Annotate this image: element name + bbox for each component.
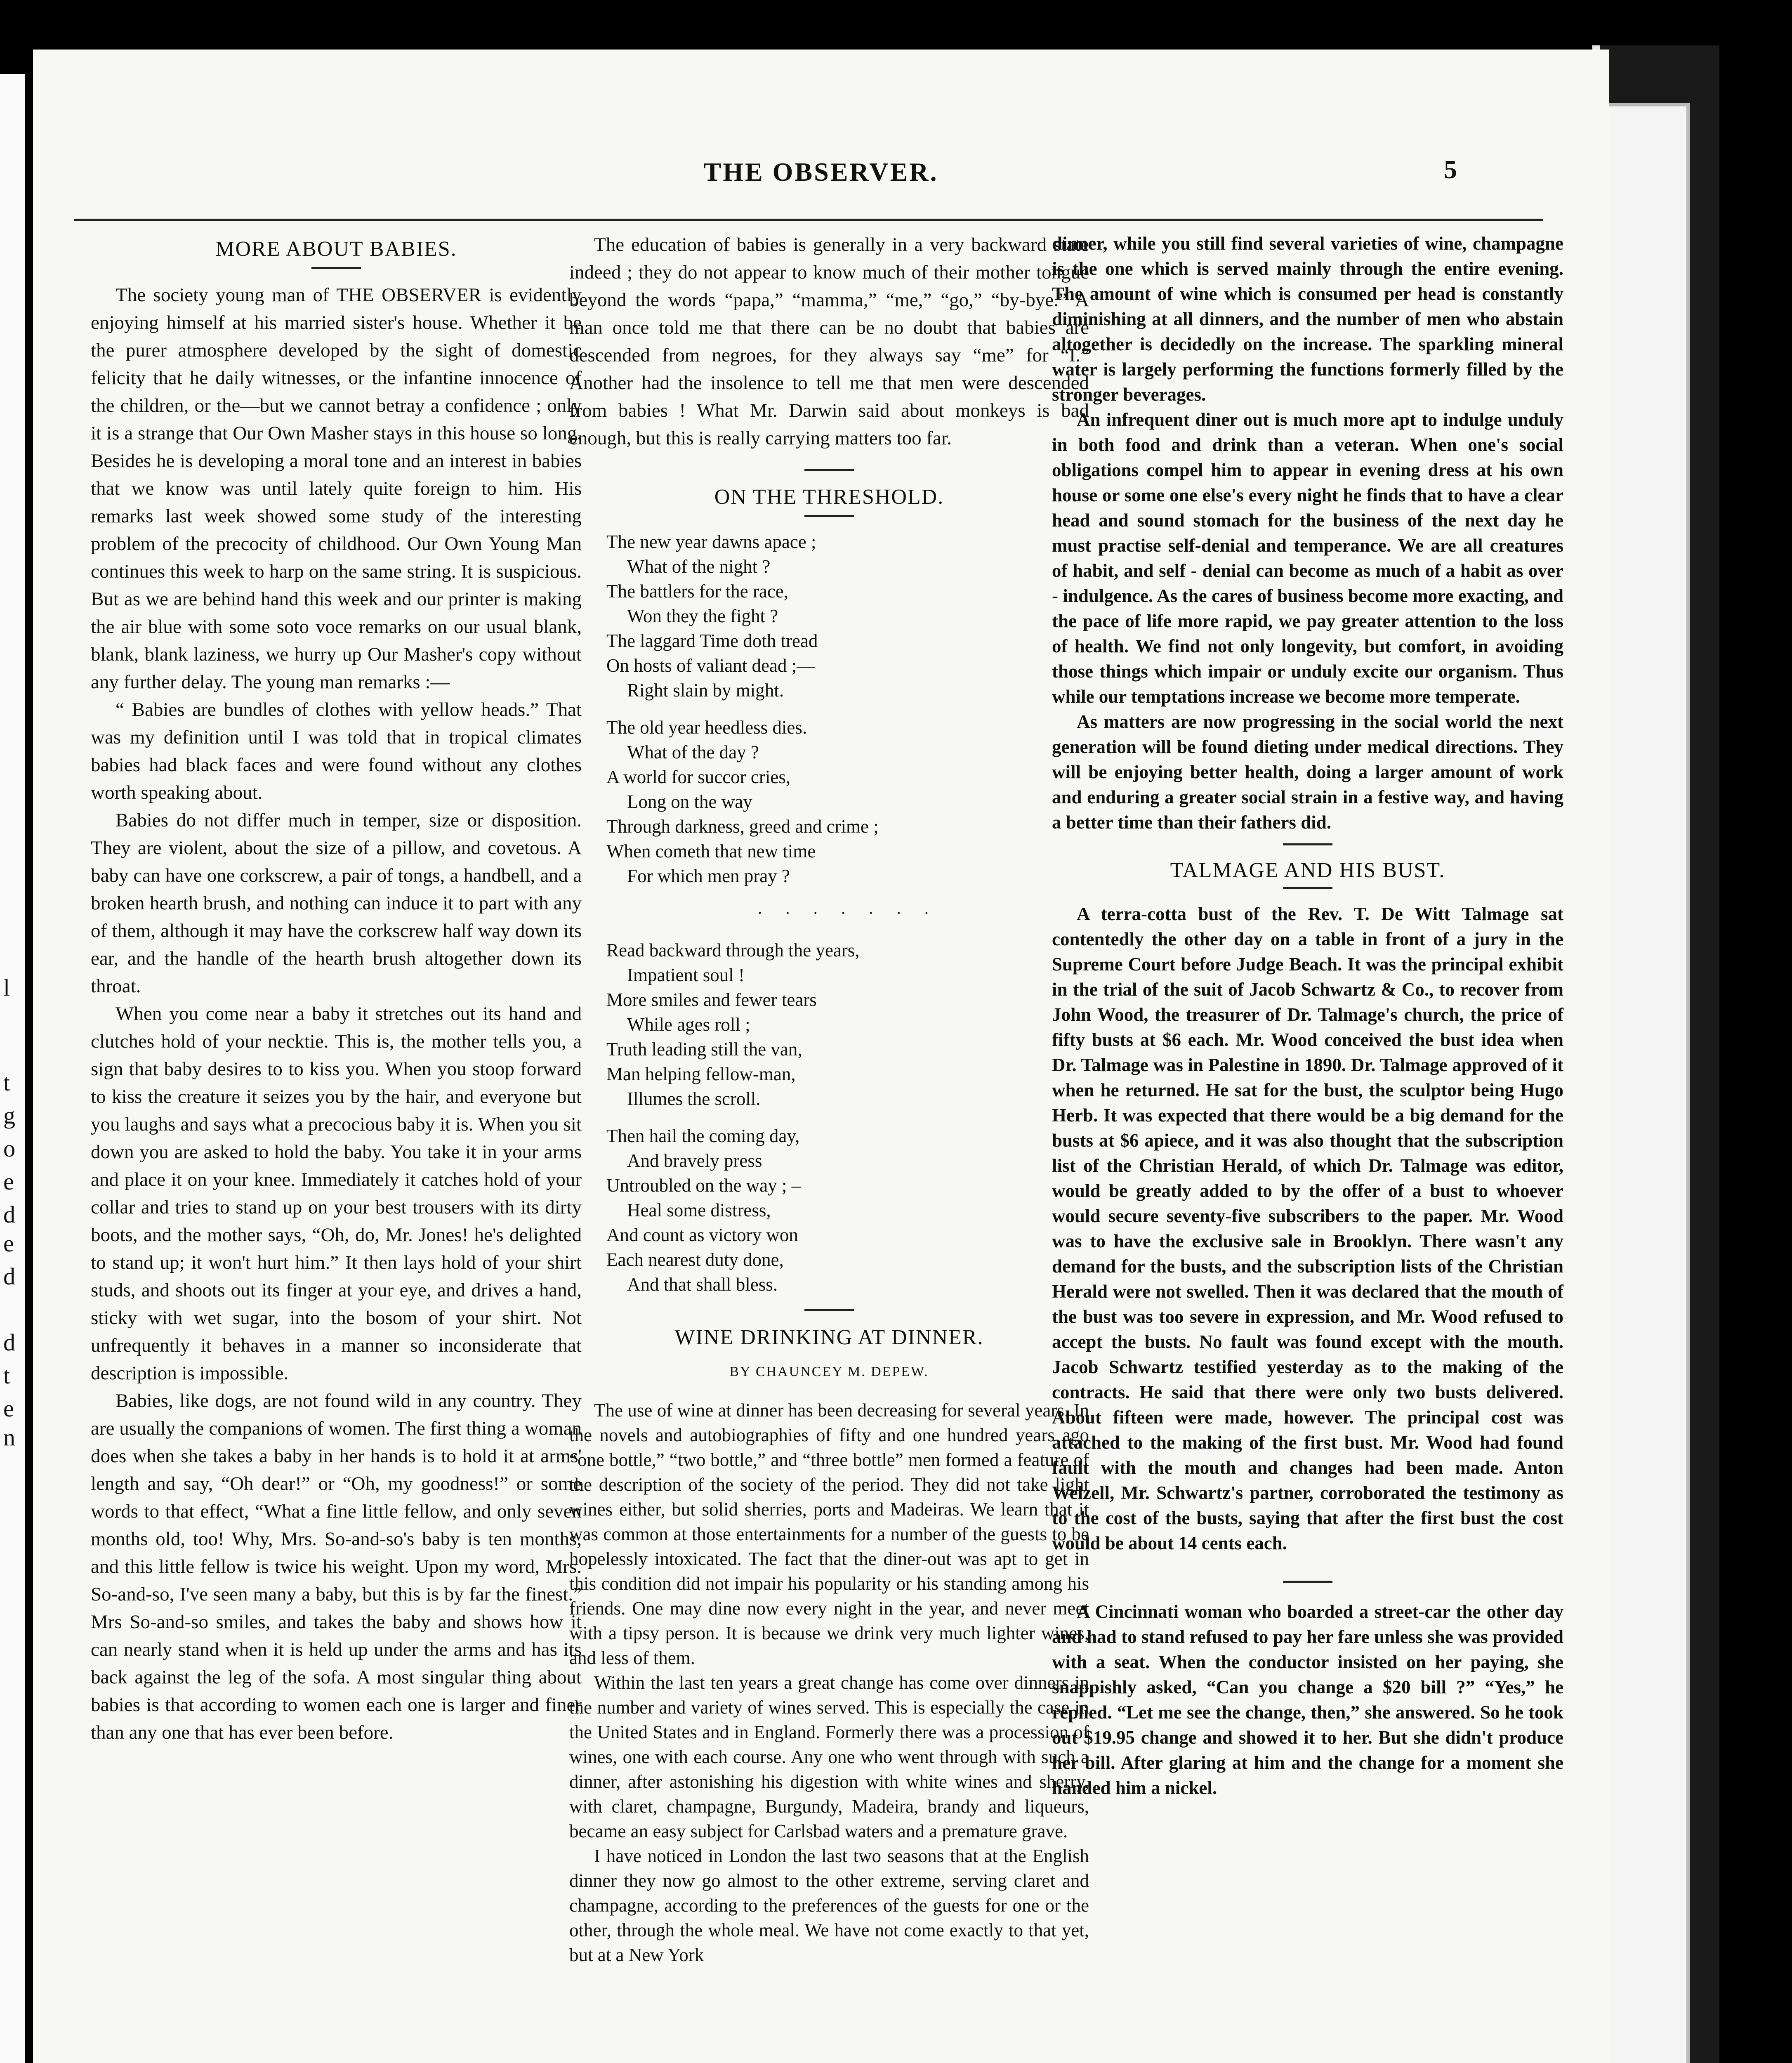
poem-line: Then hail the coming day, xyxy=(606,1126,800,1146)
paragraph: A Cincinnati woman who boarded a street-car the other day and had to stand refused to pay her fare unless she was provided with a seat. When the conductor insisted on her paying, she snappishly asked, “Can you change a $20 bill ?” “Yes,” he replied. “Let me see the change, then,” she answered. So he took out $19.95 change and showed it to her. But she didn't produce her bill. After glaring at him and the change for a moment she handed him a nickel. xyxy=(1052,1601,1563,1798)
poem-stanza xyxy=(606,529,1089,703)
paragraph: A terra-cotta bust of the Rev. T. De Witt Talmage sat contentedly the other day on a table in front of a jury in the Supreme Court before Judge Beach. It was the principal exhibit in the trial of the suit of Jacob Schwartz & Co., to recover from John Wood, the treasurer of Dr. Talmage's church, the price of fifty busts at $6 each. Mr. Wood conceived the bust idea when Dr. Talmage was in Palestine in 1890. Dr. Talmage approved of it when he returned. He sat for the bust, the sculptor being Hugo Herb. It was expected that there would be a big demand for the busts at $6 apiece, and it was also thought that the subscription list of the Christian Herald, of which Dr. Talmage was editor, would be greatly added to by the offer of a bust to whoever would secure seventy-five subscribers to the paper. Mr. Wood was to have the exclusive sale in Brooklyn. There wasn't any demand for the busts, and the subscription lists of the Christian Herald were not swelled. Then it was declared that the mouth of the bust was too severe in expression, and Mr. Wood refused to accept the busts. No fault was found except with the mouth. Jacob Schwartz testified yesterday as to the making of the contracts. He said that there were only two busts delivered. About fifteen were made, however. The principal cost was attached to the making of the first bust. Mr. Wood had found fault with the mouth and changes had been made. Anton Welzell, Mr. Schwartz's partner, corroborated the testimony as to the cost of the busts, saying that after the first bust the cost would be about 14 cents each. xyxy=(1052,904,1563,1553)
poem-line: Read backward through the years, xyxy=(606,940,860,961)
article-heading-wine: WINE DRINKING AT DINNER. xyxy=(674,1326,984,1349)
paragraph: The education of babies is generally in a very backward state indeed ; they do not appear to know much of their mother tongue beyond the words “papa,” “mamma,” “me,” “go,” “by-bye.” A man once told me that there can be no doubt that babies are descended from negroes, for they always say “me” for “I.” Another had the insolence to tell me that men were descended from babies ! What Mr. Darwin said about monkeys is bad enough, but this is really carrying matters too far. xyxy=(569,234,1089,449)
poem-stanza xyxy=(606,1124,1089,1297)
poem-line: Untroubled on the way ; – xyxy=(606,1175,801,1196)
poem-stanza xyxy=(606,715,1089,888)
poem-line: On hosts of valiant dead ;— xyxy=(606,655,816,676)
margin-letter: t xyxy=(3,1362,10,1389)
paragraph: When you come near a baby it stretches out its hand and clutches hold of your necktie. This is, the mother tells you, a sign that baby desires to to kiss you. When you stoop forward to kiss the creature it seizes you by the hair, and everyone but you laughs and says what a precocious baby it is. When you sit down you are asked to hold the baby. You take it in your arms and place it on your knee. Immediately it catches hold of your collar and tries to stand up on your best trousers with its dirty boots, and the mother says, “Oh, do, Mr. Jones! he's delighted to stand up; it won't hurt him.” It then lays hold of your shirt studs, and shoots out its finger at your eye, and drives a hand, sticky with wet sugar, into the bosom of your shirt. Not unfrequently it behaves in a manner so inconsiderate that description is impossible. xyxy=(91,1003,582,1384)
poem-line: While ages roll ; xyxy=(627,1014,750,1035)
section-rule xyxy=(1283,1581,1332,1583)
poem-line: Illumes the scroll. xyxy=(627,1088,761,1109)
margin-letter: e xyxy=(3,1168,14,1195)
poem-line: More smiles and fewer tears xyxy=(606,989,817,1010)
streetcar-item xyxy=(1052,1599,1563,1801)
margin-letter: l xyxy=(3,974,10,1001)
poem-line: Long on the way xyxy=(627,791,752,812)
poem-line: Right slain by might. xyxy=(627,680,784,701)
margin-letter: n xyxy=(3,1424,15,1451)
column-3 xyxy=(1052,231,1563,1801)
margin-letter: e xyxy=(3,1395,14,1422)
paragraph: I have noticed in London the last two seasons that at the English dinner they now go almost to the other extreme, serving claret and champagne, according to the preferences of the guests for one or the other, through the whole meal. We have not come exactly to that yet, but at a New York xyxy=(569,1846,1089,1965)
poem-line: Heal some distress, xyxy=(627,1200,771,1220)
paragraph: As matters are now progressing in the social world the next generation will be found dieting under medical directions. They will be enjoying better health, doing a larger amount of work and enduring a greater social strain in a festive way, and having a better time than their fathers did. xyxy=(1052,711,1563,833)
poem-line: The new year dawns apace ; xyxy=(606,531,816,552)
poem-line: What of the day ? xyxy=(627,742,759,762)
poem-line: Impatient soul ! xyxy=(627,965,745,985)
poem-stanza xyxy=(606,938,1089,1111)
paragraph: The society young man of THE OBSERVER is evidently enjoying himself at his married sister's house. Whether it be the purer atmosphere developed by the sight of domestic felicity that he daily witnesses, or the infantine innocence of the children, or the—but we cannot betray a confidence ; only it is a strange that Our Own Masher stays in this house so long. Besides he is developing a moral tone and an interest in babies that we know was until lately quite foreign to him. His remarks last week showed some study of the interesting problem of the precocity of childhood. Our Own Young Man continues this week to harp on the same string. It is suspicious. But as we are behind hand this week and our printer is making the air blue with some soto voce remarks on our usual blank, blank, blank laziness, we hurry up Our Masher's copy without any further delay. The young man remarks :— xyxy=(91,284,582,693)
left-margin-strip xyxy=(0,74,25,2063)
poem-line: Won they the fight ? xyxy=(627,606,778,626)
poem-line: When cometh that new time xyxy=(606,841,816,862)
paragraph: An infrequent diner out is much more apt to indulge unduly in both food and drink than a veteran. When one's social obligations compel him to appear in evening dress at his own house or some one else's every night he finds that to have a clear head and sound stomach for the business of the next day he must practise self-denial and temperance. We are all creatures of habit, and self - denial can become as much of a habit as over - indulgence. As the cares of business become more exacting, and the pace of life more rapid, we pay greater attention to the loss of health. We find not only longevity, but comfort, in avoiding those things which impair or unduly excite our organism. Thus while our temptations increase we become more temperate. xyxy=(1052,409,1563,707)
poem-line: The laggard Time doth tread xyxy=(606,630,818,651)
poem-line: For which men pray ? xyxy=(627,866,790,886)
margin-letter: d xyxy=(3,1201,15,1228)
poem-separator-dots: · · · · · · · xyxy=(757,904,938,922)
column-1 xyxy=(91,231,582,1747)
margin-letter: e xyxy=(3,1230,14,1257)
poem-line: And count as victory won xyxy=(606,1225,798,1245)
section-rule xyxy=(804,1309,854,1311)
poem-line: Each nearest duty done, xyxy=(606,1249,784,1270)
page-header xyxy=(33,157,1609,198)
paragraph: dinner, while you still find several varieties of wine, champagne is the one which is served mainly through the entire evening. The amount of wine which is consumed per head is constantly diminishing at all dinners, and the number of men who abstain altogether is decidedly on the increase. The sparkling mineral water is largely performing the functions formerly filled by the stronger beverages. xyxy=(1052,233,1563,405)
poem-line: And that shall bless. xyxy=(627,1274,778,1295)
paragraph: Within the last ten years a great change has come over dinners in the number and variety of wines served. This is especially the case in the United States and in England. Formerly there was a procession of wines, one with each course. Any one who went through with such a dinner, after astonishing his digestion with white wines and sherry, with claret, champagne, Burgundy, Madeira, brandy and liqueurs, became an easy subject for Carlsbad waters and a premature grave. xyxy=(569,1672,1089,1841)
margin-letter: g xyxy=(3,1102,15,1129)
wine-article-continuation xyxy=(1052,231,1563,835)
talmage-article-body xyxy=(1052,902,1563,1556)
poem-line: And bravely press xyxy=(627,1150,762,1171)
page-number: 5 xyxy=(1444,155,1457,184)
section-rule xyxy=(1283,843,1332,845)
heading-rule xyxy=(1283,887,1332,889)
adjacent-page-edge xyxy=(1601,103,1690,2063)
poem-line: Through darkness, greed and crime ; xyxy=(606,816,879,837)
poem xyxy=(606,529,1089,1297)
heading-rule xyxy=(804,515,854,517)
section-rule xyxy=(804,469,854,471)
masthead-title: THE OBSERVER. xyxy=(703,157,938,186)
poem-line: The old year heedless dies. xyxy=(606,717,807,738)
paragraph: “ Babies are bundles of clothes with yellow heads.” That was my definition until I was told that in tropical climates babies had black faces and were found without any clothes worth speaking about. xyxy=(91,699,582,803)
poem-line: Truth leading still the van, xyxy=(606,1039,802,1060)
poem-heading: ON THE THRESHOLD. xyxy=(714,485,944,509)
margin-letter: t xyxy=(3,1069,10,1096)
poem-line: The battlers for the race, xyxy=(606,581,789,602)
poem-line: What of the night ? xyxy=(627,556,771,577)
article-heading-babies: MORE ABOUT BABIES. xyxy=(215,237,457,261)
paragraph: Babies do not differ much in temper, size or disposition. They are violent, about the size of a pillow, and covetous. A baby can have one corkscrew, a pair of tongs, a handbell, and a broken hearth brush, and nothing can induce it to part with any of them, although it may have the corkscrew half way down its ear, and the handle of the hearth brush altogether down its throat. xyxy=(91,810,582,997)
article-byline: BY CHAUNCEY M. DEPEW. xyxy=(729,1364,929,1379)
article-heading-talmage: TALMAGE AND HIS BUST. xyxy=(1170,859,1445,882)
poem-line: Man helping fellow-man, xyxy=(606,1064,796,1084)
paragraph: The use of wine at dinner has been decreasing for several years. In the novels and autobiographies of fifty and one hundred years ago “one bottle,” “two bottle,” and “three bottle” men formed a feature of the description of the society of the period. They did not take light wines either, but solid sherries, ports and Madeiras. We learn that it was common at those entertainments for a number of the guests to be hopelessly intoxicated. The fact that the diner-out was apt to get in this condition did not impair his popularity or his standing among his friends. One may dine now every night in the year, and never meet with a tipsy person. It is because we drink very much lighter wines, and less of them. xyxy=(569,1400,1089,1668)
margin-letter: d xyxy=(3,1263,15,1290)
margin-letter: o xyxy=(3,1135,15,1162)
column-2 xyxy=(569,231,1089,1967)
wine-article-body xyxy=(569,1398,1089,1967)
header-rule xyxy=(74,219,1543,221)
newspaper-page xyxy=(33,50,1609,2063)
paragraph: Babies, like dogs, are not found wild in any country. They are usually the companions of women. The first thing a woman does when she takes a baby in her hands is to hold it at arms' length and say, “Oh dear!” or “Oh, my goodness!” or some words to that effect, “What a fine little fellow, and only seven months old, too! Why, Mrs. So-and-so's baby is ten months, and this little fellow is twice his weight. Upon my word, Mrs. So-and-so, I've seen many a baby, but this is by far the finest.” Mrs So-and-so smiles, and takes the baby and shows how it can nearly stand when it is held up under the arms and has its back against the leg of the sofa. A most singular thing about babies is that according to women each one is larger and finer than any one that has ever been before. xyxy=(91,1390,582,1743)
margin-letter: d xyxy=(3,1329,15,1356)
poem-line: A world for succor cries, xyxy=(606,767,791,787)
heading-rule xyxy=(311,267,361,269)
